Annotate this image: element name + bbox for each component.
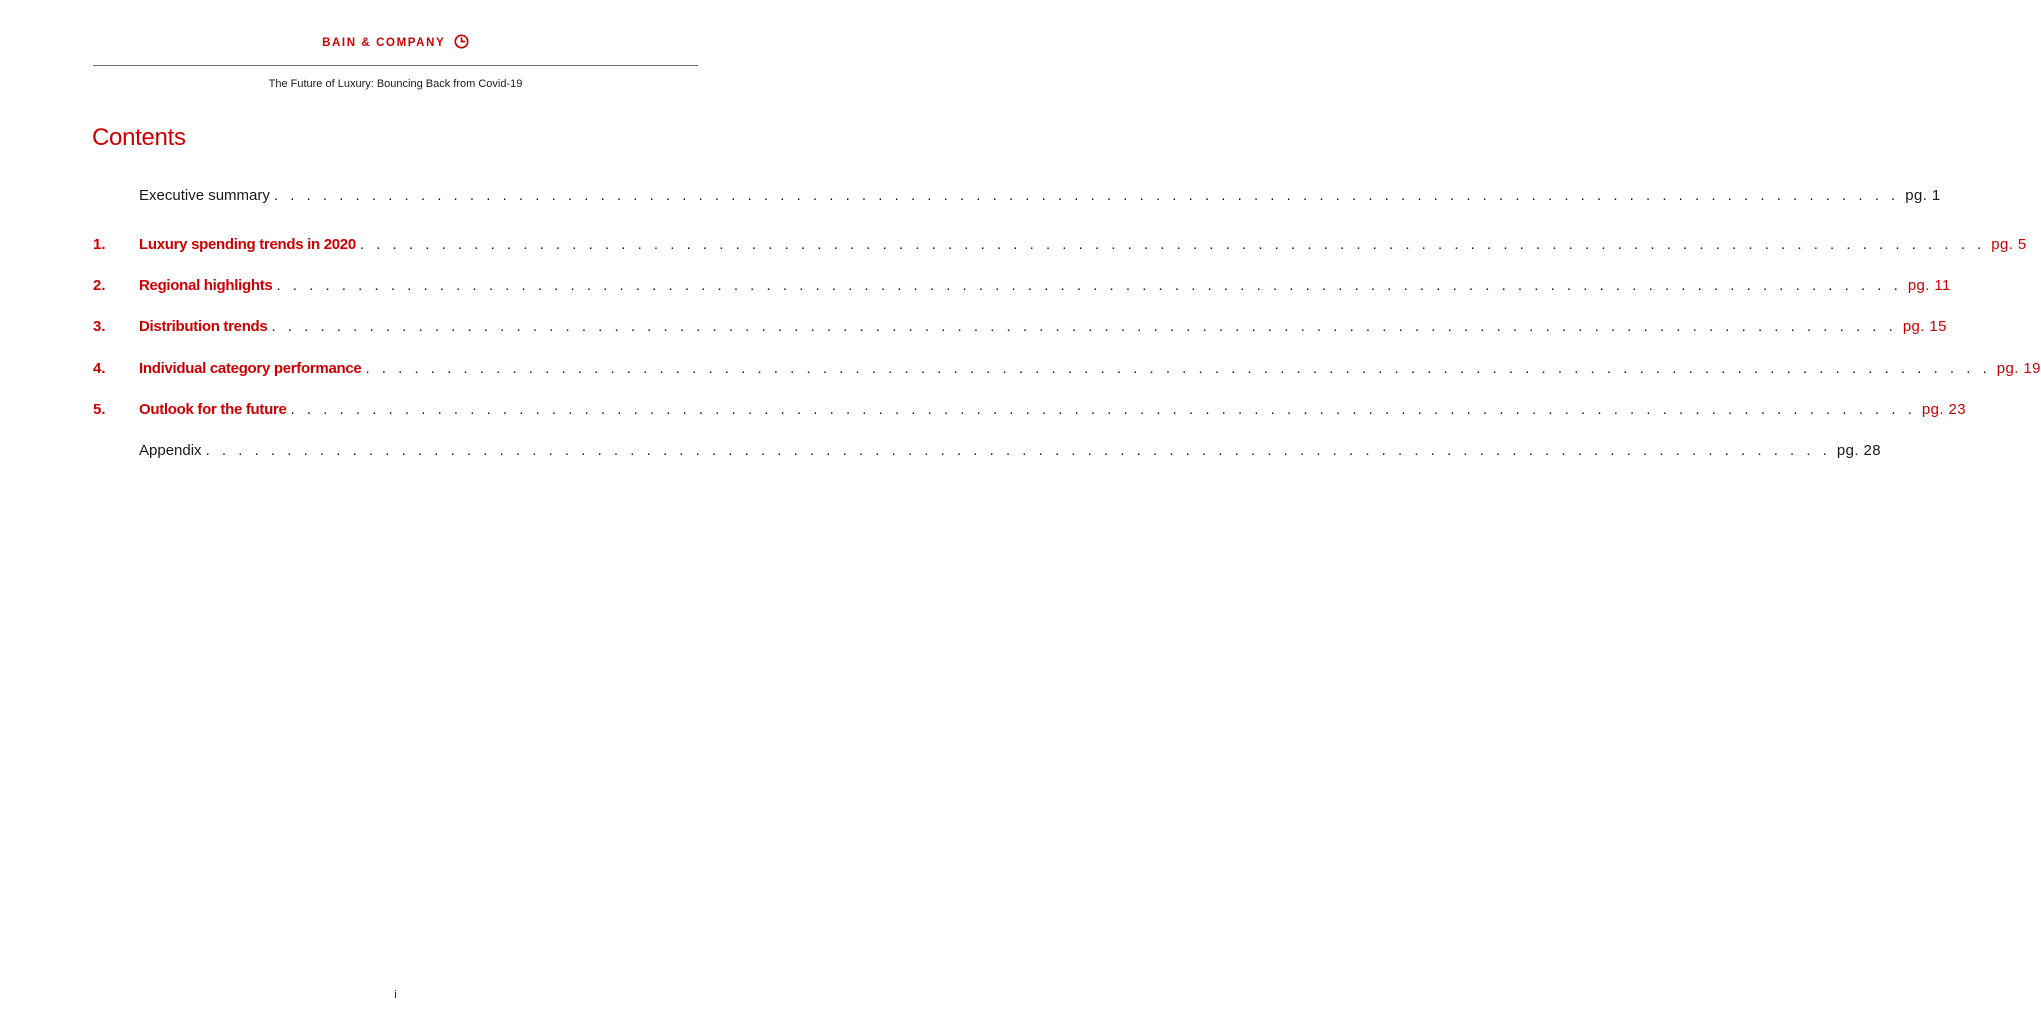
toc-item-label: Regional highlights	[139, 277, 273, 294]
header-divider	[93, 65, 698, 66]
toc-leader-dots: . . . . . . . . . . . . . . . . . . . . . . . . . . . . . . . . . . . . . . . . . . . . . . . . . . . . . . . . . . . . . . . . . . . . . . . . . . . . . . . . . . . . . . . . . . . . . . . . . . . .	[365, 360, 1991, 377]
brand-header	[0, 34, 791, 52]
toc-item-number: 1.	[93, 236, 106, 253]
toc-leader-dots: . . . . . . . . . . . . . . . . . . . . . . . . . . . . . . . . . . . . . . . . . . . . . . . . . . . . . . . . . . . . . . . . . . . . . . . . . . . . . . . . . . . . . . . . . . . . . . . . . . . .	[290, 401, 1916, 418]
toc-item-label: Individual category performance	[139, 360, 362, 377]
toc-item-luxury-spending-trends[interactable]	[93, 235, 2027, 255]
toc-item-page: pg. 19	[1996, 360, 2041, 377]
toc-item-label: Luxury spending trends in 2020	[139, 236, 356, 253]
toc-leader-dots: . . . . . . . . . . . . . . . . . . . . . . . . . . . . . . . . . . . . . . . . . . . . . . . . . . . . . . . . . . . . . . . . . . . . . . . . . . . . . . . . . . . . . . . . . . . . . . . . . . . .	[276, 277, 1902, 294]
bain-circle-logo-icon	[454, 34, 469, 52]
toc-item-label: Outlook for the future	[139, 401, 287, 418]
toc-leader-dots: . . . . . . . . . . . . . . . . . . . . . . . . . . . . . . . . . . . . . . . . . . . . . . . . . . . . . . . . . . . . . . . . . . . . . . . . . . . . . . . . . . . . . . . . . . . . . . . . . . . .	[273, 187, 1900, 204]
brand-name: BAIN & COMPANY	[322, 37, 446, 49]
toc-item-number: 2.	[93, 277, 106, 294]
toc-item-outlook-for-the-future[interactable]	[93, 400, 1967, 420]
toc-item-label: Appendix	[139, 442, 202, 459]
toc-item-page: pg. 23	[1921, 401, 1967, 418]
toc-item-number: 5.	[93, 401, 106, 418]
toc-leader-dots: . . . . . . . . . . . . . . . . . . . . . . . . . . . . . . . . . . . . . . . . . . . . . . . . . . . . . . . . . . . . . . . . . . . . . . . . . . . . . . . . . . . . . . . . . . . . . . . . . . . .	[271, 318, 1897, 335]
page-number: i	[394, 989, 397, 1001]
toc-item-number: 4.	[93, 360, 106, 377]
toc-item-individual-category-performance[interactable]	[93, 359, 2041, 379]
toc-item-label: Distribution trends	[139, 318, 268, 335]
toc-item-executive-summary[interactable]	[93, 186, 1941, 206]
toc-item-regional-highlights[interactable]	[93, 276, 1951, 296]
toc-item-page: pg. 5	[1991, 236, 2027, 253]
contents-heading: Contents	[92, 124, 186, 151]
toc-item-page: pg. 1	[1905, 187, 1941, 204]
toc-item-appendix[interactable]	[93, 441, 1882, 461]
toc-item-page: pg. 15	[1902, 318, 1947, 335]
document-title: The Future of Luxury: Bouncing Back from Covid-19	[268, 78, 523, 90]
toc-item-page: pg. 11	[1907, 277, 1951, 294]
toc-item-label: Executive summary	[139, 187, 270, 204]
toc-item-distribution-trends[interactable]	[93, 317, 1947, 337]
toc-item-page: pg. 28	[1836, 442, 1882, 459]
toc-leader-dots: . . . . . . . . . . . . . . . . . . . . . . . . . . . . . . . . . . . . . . . . . . . . . . . . . . . . . . . . . . . . . . . . . . . . . . . . . . . . . . . . . . . . . . . . . . . . . . . . . . . .	[359, 236, 1986, 253]
toc-item-number: 3.	[93, 318, 106, 335]
toc-leader-dots: . . . . . . . . . . . . . . . . . . . . . . . . . . . . . . . . . . . . . . . . . . . . . . . . . . . . . . . . . . . . . . . . . . . . . . . . . . . . . . . . . . . . . . . . . . . . . . . . . . . .	[205, 442, 1831, 459]
